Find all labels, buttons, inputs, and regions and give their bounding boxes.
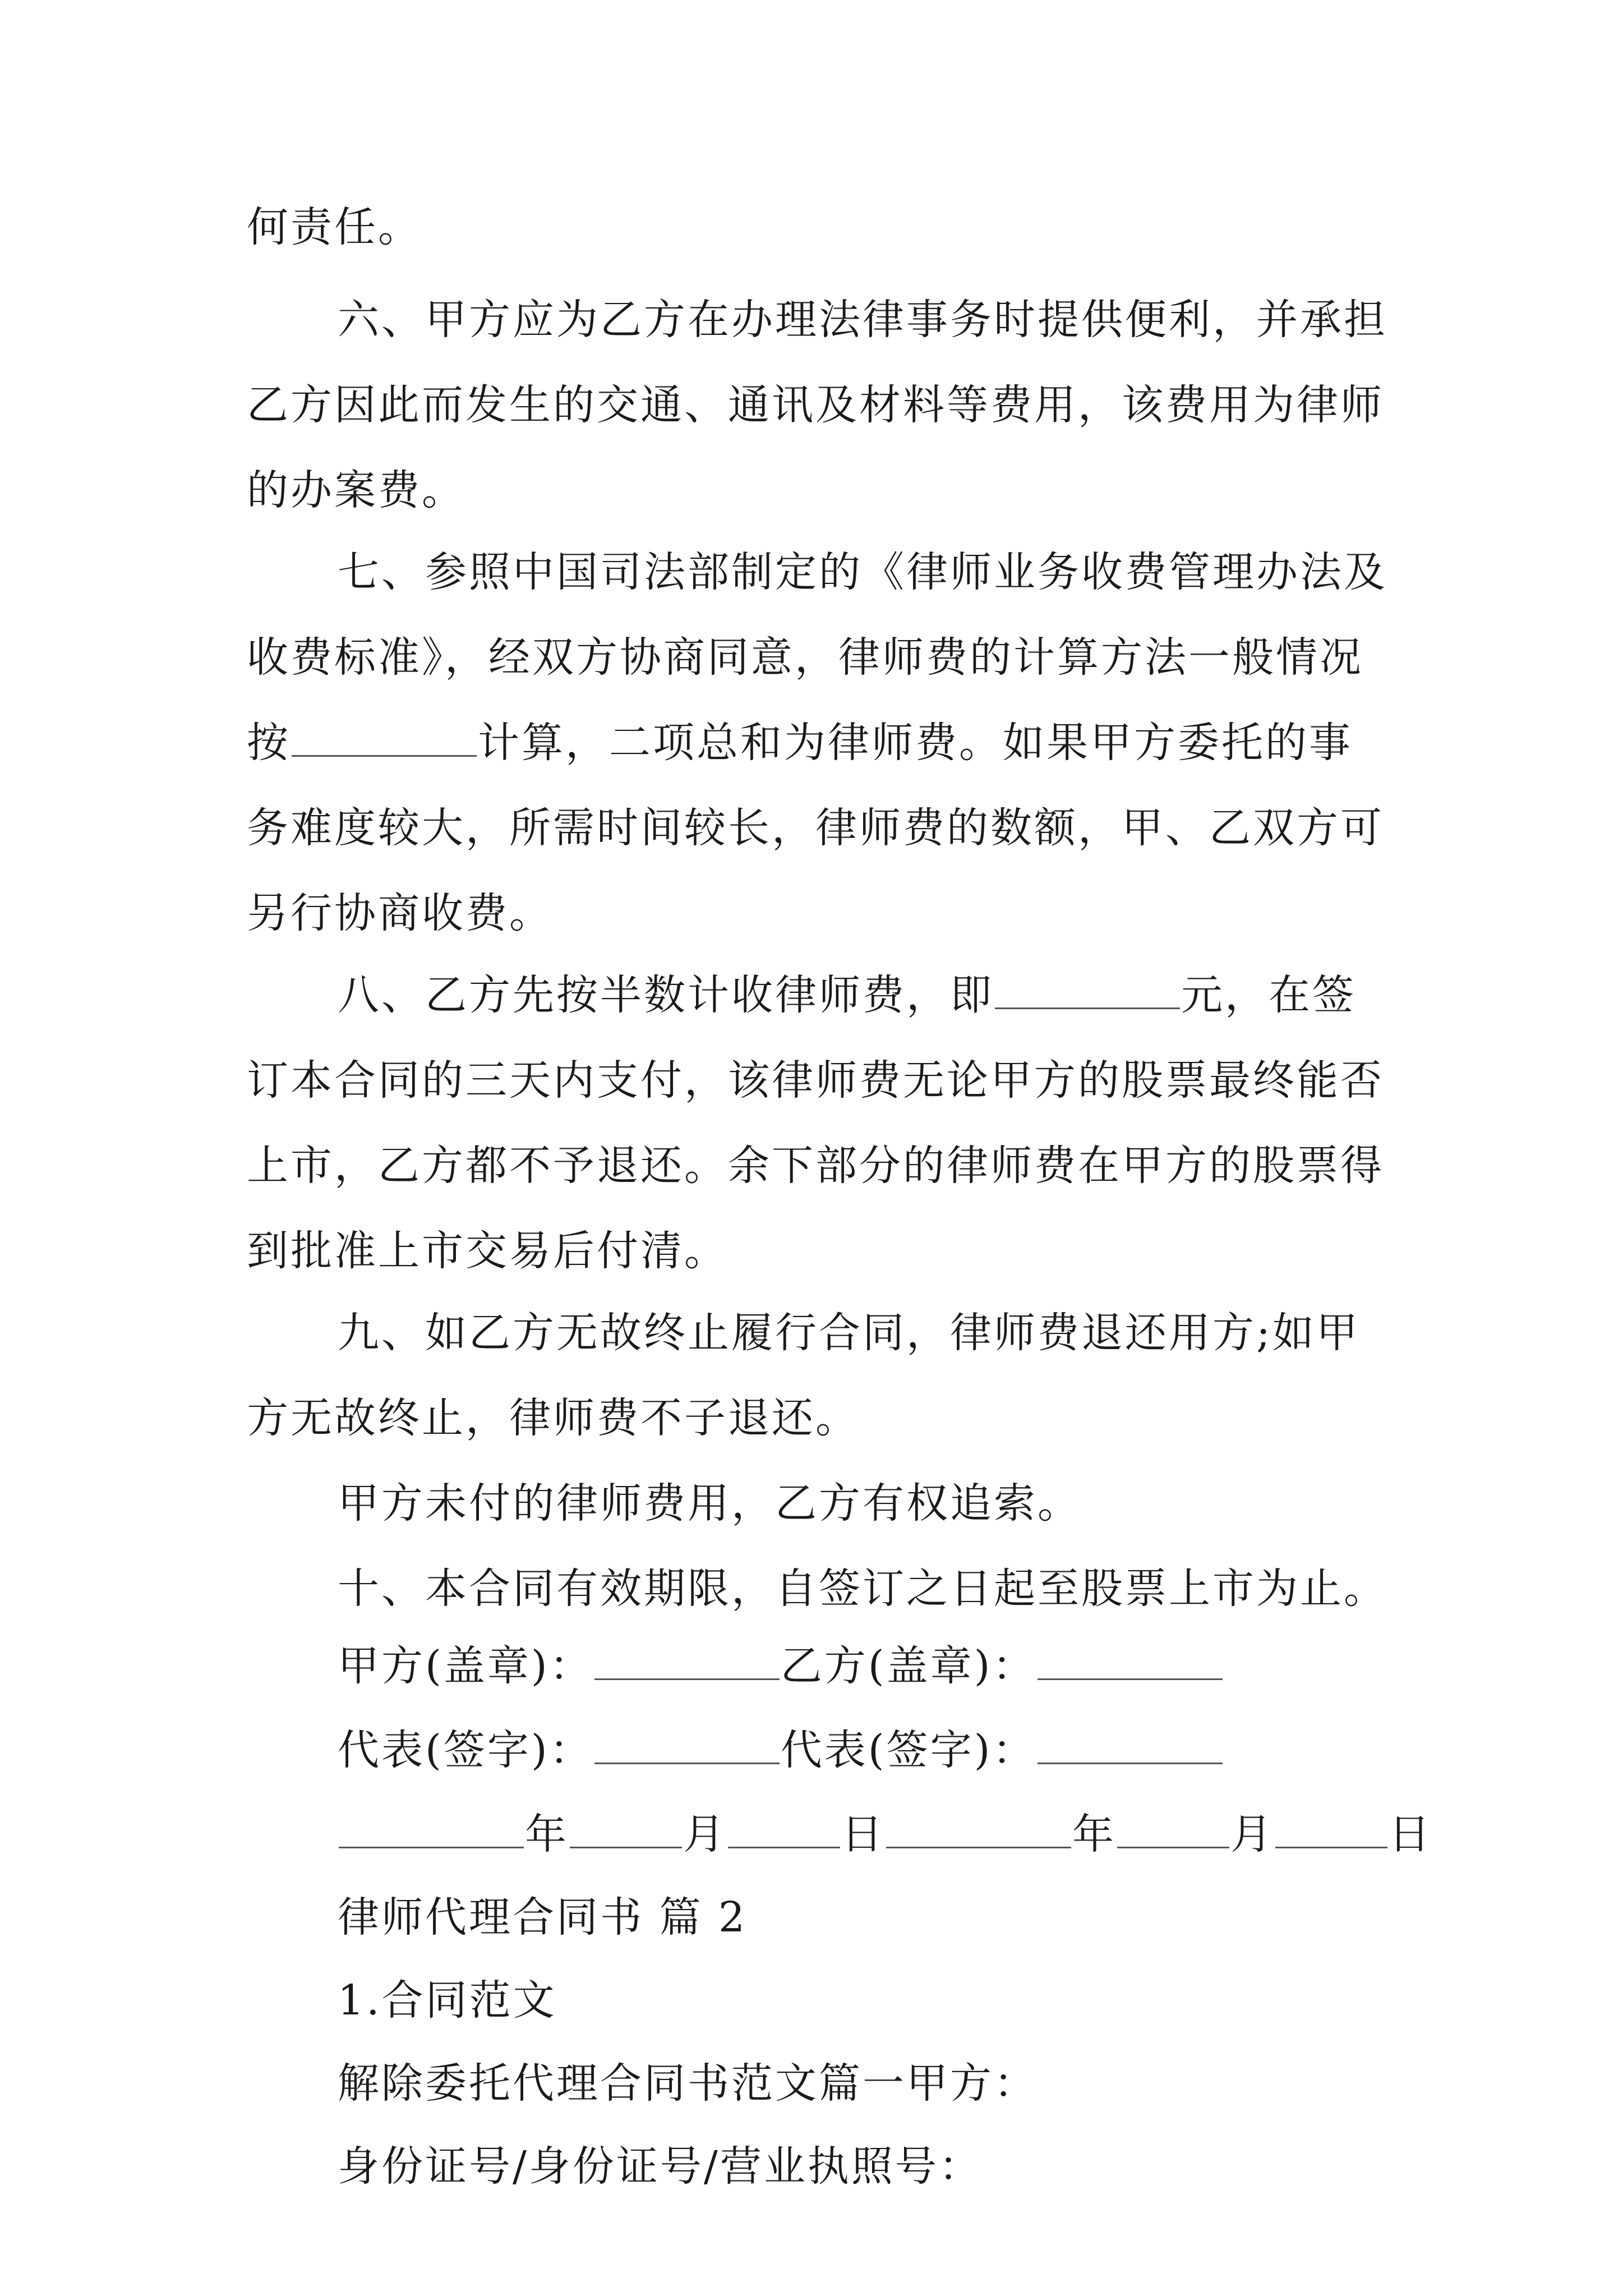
clause-eight-line xyxy=(338,967,1356,1023)
paragraph-line: 乙方因此而发生的交通、通讯及材料等费用，该费用为律师 xyxy=(247,381,1384,429)
paragraph-line: 另行协商收费。 xyxy=(247,889,553,937)
paragraph-line: 方无故终止，律师费不子退还。 xyxy=(247,1394,859,1442)
date-line xyxy=(338,1806,1432,1862)
section-title: 律师代理合同书 篇 2 xyxy=(338,1893,748,1941)
paragraph-line: 务难度较大，所需时间较长，律师费的数额，甲、乙双方可 xyxy=(247,804,1384,852)
rep-b-blank xyxy=(1038,1723,1223,1764)
year-blank xyxy=(339,1807,524,1848)
clause-nine-line: 九、如乙方无故终止履行合同，律师费退还用方;如甲 xyxy=(338,1309,1360,1357)
month-blank xyxy=(1117,1807,1229,1848)
paragraph-line: 上市，乙方都不予退还。余下部分的律师费在甲方的股票得 xyxy=(247,1142,1384,1190)
clause-six-line: 六、甲方应为乙方在办理法律事务时提供便利，并承担 xyxy=(338,296,1387,344)
rep-b-label: 代表(签字)： xyxy=(780,1726,1036,1774)
day-blank xyxy=(1275,1807,1387,1848)
paragraph-line: 收费标准》，经双方协商同意，律师费的计算方法一般情况 xyxy=(247,633,1363,682)
representative-line xyxy=(338,1722,1224,1778)
day-label: 日 xyxy=(1389,1810,1432,1858)
line-suffix: 计算，二项总和为律师费。如果甲方委托的事 xyxy=(478,719,1353,767)
party-b-seal-blank xyxy=(1038,1639,1223,1680)
line-prefix: 八、乙方先按半数计收律师费，即 xyxy=(338,971,994,1019)
paragraph-line: 何责任。 xyxy=(247,203,422,251)
paragraph-line: 的办案费。 xyxy=(247,466,465,514)
fee-calculation-line xyxy=(247,715,1353,771)
day-label: 日 xyxy=(841,1810,885,1858)
year-label: 年 xyxy=(1072,1810,1116,1858)
calculation-blank xyxy=(292,716,477,757)
item-heading: 1.合同范文 xyxy=(338,1976,557,2024)
month-label: 月 xyxy=(683,1810,727,1858)
clause-ten-line: 十、本合同有效期限，自签订之日起至股票上市为止。 xyxy=(338,1565,1387,1613)
day-blank xyxy=(728,1807,840,1848)
amount-blank xyxy=(995,968,1180,1009)
paragraph-line: 到批准上市交易后付清。 xyxy=(247,1227,728,1275)
line-prefix: 按 xyxy=(247,719,291,767)
seal-line xyxy=(338,1638,1224,1694)
line-suffix: 元，在签 xyxy=(1181,971,1356,1019)
year-label: 年 xyxy=(525,1810,569,1858)
month-label: 月 xyxy=(1230,1810,1274,1858)
clause-seven-line: 七、参照中国司法部制定的《律师业务收费管理办法及 xyxy=(338,548,1387,596)
rep-a-blank xyxy=(594,1723,780,1764)
paragraph-line: 解除委托代理合同书范文篇一甲方： xyxy=(338,2059,1038,2108)
party-a-seal-blank xyxy=(594,1639,780,1680)
paragraph-line: 订本合同的三天内支付，该律师费无论甲方的股票最终能否 xyxy=(247,1056,1384,1105)
party-b-seal-label: 乙方(盖章)： xyxy=(780,1642,1036,1690)
year-blank xyxy=(886,1807,1071,1848)
paragraph-line: 甲方未付的律师费用，乙方有权追索。 xyxy=(338,1479,1081,1527)
month-blank xyxy=(570,1807,682,1848)
party-a-seal-label: 甲方(盖章)： xyxy=(338,1642,593,1690)
paragraph-line: 身份证号/身份证号/营业执照号： xyxy=(338,2142,983,2191)
rep-a-label: 代表(签字)： xyxy=(338,1726,593,1774)
